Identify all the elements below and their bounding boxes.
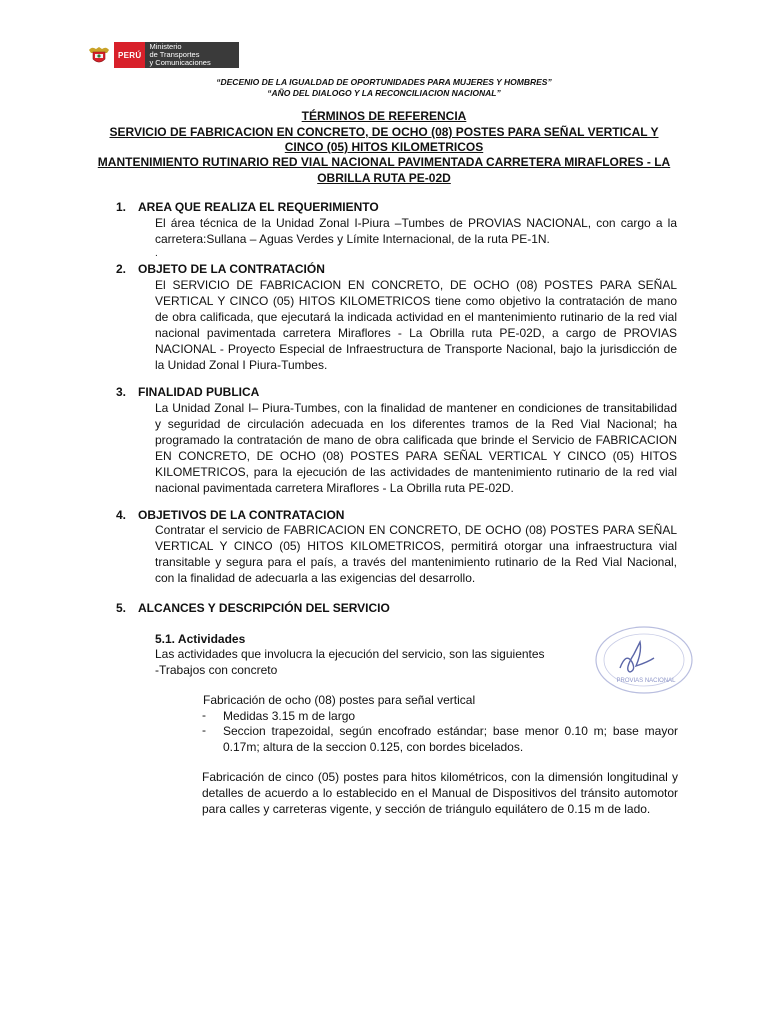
section-3-number: 3. <box>116 385 127 399</box>
official-stamp <box>590 622 694 698</box>
section-1-number: 1. <box>116 200 127 214</box>
signature-mark <box>620 642 654 672</box>
section-1-title: AREA QUE REALIZA EL REQUERIMIENTO <box>138 200 379 214</box>
activities-intro: Las actividades que involucra la ejecución del servicio, son las siguientes <box>155 647 545 661</box>
section-1-heading <box>116 200 379 214</box>
section-4-number: 4. <box>116 508 127 522</box>
logo-ministry-line2: de Transportes <box>149 50 200 59</box>
ministry-logo <box>84 42 239 68</box>
logo-ministry-name <box>145 42 238 68</box>
section-2-heading <box>116 262 325 276</box>
doc-title-line2: SERVICIO DE FABRICACION EN CONCRETO, DE OCHO (08) POSTES PARA SEÑAL VERTICAL Y <box>109 125 659 139</box>
section-4-heading <box>116 508 344 522</box>
doc-title-line4: MANTENIMIENTO RUTINARIO RED VIAL NACIONAL PAVIMENTADA CARRETERA MIRAFLORES - LA <box>97 155 671 169</box>
subsection-5-1-heading: 5.1. Actividades <box>155 632 246 646</box>
section-2-body: El SERVICIO DE FABRICACION EN CONCRETO, DE OCHO (08) POSTES PARA SEÑAL VERTICAL Y CINCO (05) HITOS KILOMETRICOS tiene como objetivo la contratación de mano de obra calificada, que ejecutará la indicada actividad en el mantenimiento rutinario de la red vial nacional pavimentada carretera Miraflores - La Obrilla ruta PE-02D, a cargo de PROVIAS NACIONAL - Proyecto Especial de Infraestructura de Transporte Nacional, bajo la jurisdicción de la Unidad Zonal I Piura-Tumbes. <box>155 278 677 372</box>
section-5-number: 5. <box>116 601 127 615</box>
doc-title-line3: CINCO (05) HITOS KILOMETRICOS <box>284 140 484 154</box>
section-3-body: La Unidad Zonal I– Piura-Tumbes, con la finalidad de mantener en condiciones de transitabilidad y seguridad de circulación adecuada en los diferentes tramos de la Red Vial Nacional; ha programado la contratación de mano de obra calificada que brinde el Servicio de FABRICACION EN CONCRETO, DE OCHO (08) POSTES PARA SEÑAL VERTICAL Y CINCO (05) HITOS KILOMETRICOS, para la ejecución de las actividades de mantenimiento rutinario de la red vial nacional pavimentada carretera Miraflores - La Obrilla ruta PE-02D. <box>155 401 677 495</box>
bullet-dash: - <box>202 723 206 737</box>
section-4-title: OBJETIVOS DE LA CONTRATACION <box>138 508 345 522</box>
bullet-item: Seccion trapezoidal, según encofrado estándar; base menor 0.10 m; base mayor 0.17m; altura de la seccion 0.125, con bordes bicelados. <box>223 724 678 754</box>
section-5-heading <box>116 601 390 615</box>
posts-title: Fabricación de ocho (08) postes para señal vertical <box>203 693 476 707</box>
logo-ministry-line3: y Comunicaciones <box>149 58 211 67</box>
milestones-paragraph: Fabricación de cinco (05) postes para hitos kilométricos, con la dimensión longitudinal y detalles de acuerdo a lo establecido en el Manual de Dispositivos del tránsito automotor para calles y carreteras vigente, y sección de triángulo equilátero de 0.15 m de lado. <box>202 770 678 816</box>
coat-of-arms-icon <box>84 42 114 68</box>
work-type: -Trabajos con concreto <box>155 663 278 677</box>
bullet-item: Medidas 3.15 m de largo <box>223 709 356 723</box>
section-1-body: El área técnica de la Unidad Zonal I-Piura –Tumbes de PROVIAS NACIONAL, con cargo a la carretera:Sullana – Aguas Verdes y Límite Internacional, de la ruta PE-1N. <box>155 216 677 246</box>
section-2-number: 2. <box>116 262 127 276</box>
section-2-title: OBJETO DE LA CONTRATACIÓN <box>138 262 325 276</box>
section-5-title: ALCANCES Y DESCRIPCIÓN DEL SERVICIO <box>138 601 390 615</box>
logo-country: PERÚ <box>114 42 145 68</box>
decenio-line2: “AÑO DEL DIALOGO Y LA RECONCILIACION NACIONAL” <box>267 88 501 98</box>
decenio-line1: “DECENIO DE LA IGUALDAD DE OPORTUNIDADES PARA MUJERES Y HOMBRES” <box>216 77 552 87</box>
section-3-heading <box>116 385 259 399</box>
bullet-dash: - <box>202 708 206 722</box>
section-4-body: Contratar el servicio de FABRICACION EN CONCRETO, DE OCHO (08) POSTES PARA SEÑAL VERTICAL Y CINCO (05) HITOS KILOMETRICOS, permitirá otorgar una infraestructura vial transitable y segura para el país, a través del mantenimiento rutinario de la Red Vial Nacional, con la finalidad de adecuarla a las exigencias del desarrollo. <box>155 523 677 585</box>
logo-ministry-line1: Ministerio <box>149 42 182 51</box>
section-3-title: FINALIDAD PUBLICA <box>138 385 260 399</box>
stamp-text: PROVIAS NACIONAL <box>616 678 676 684</box>
doc-title-line5: OBRILLA RUTA PE-02D <box>317 171 451 185</box>
section-1-trailing-dot: . <box>155 248 158 259</box>
doc-title: TÉRMINOS DE REFERENCIA <box>301 109 467 123</box>
